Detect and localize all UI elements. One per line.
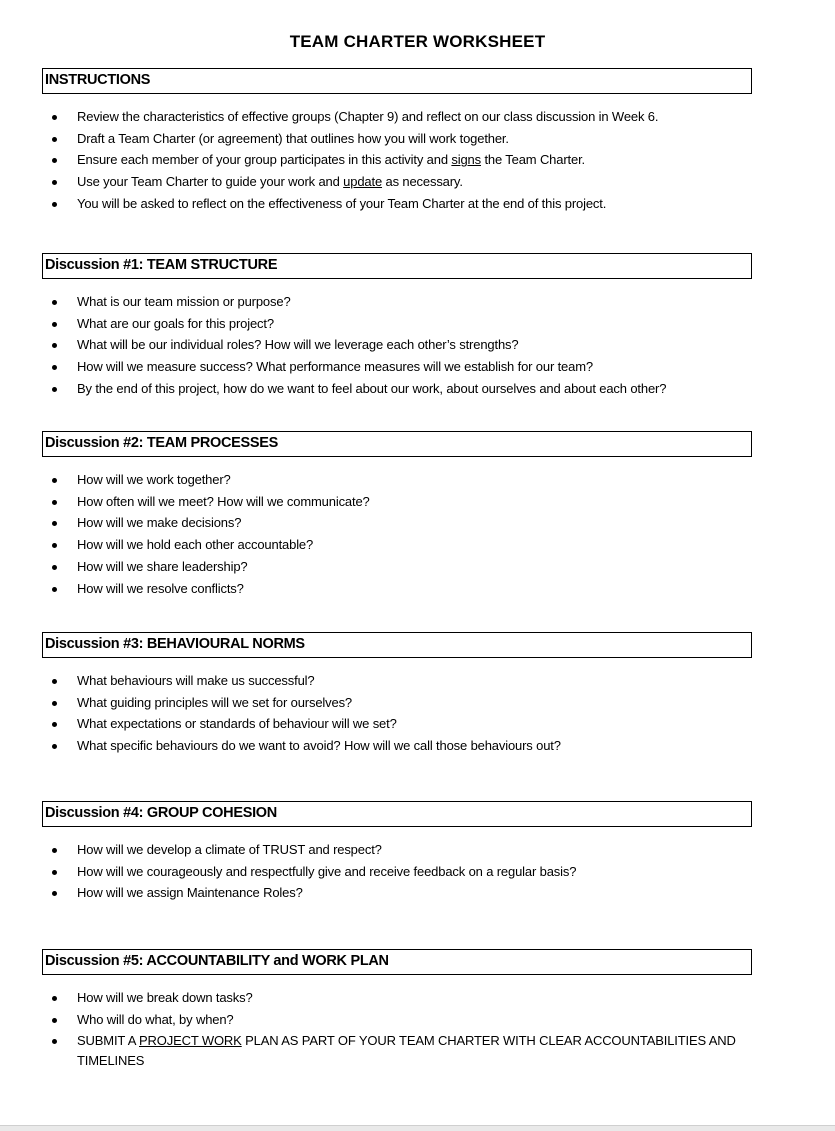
list-item: How will we measure success? What performance measures will we establish for our team?	[42, 356, 794, 378]
discussion-4-list	[42, 839, 794, 904]
list-item: How will we assign Maintenance Roles?	[42, 882, 794, 904]
underlined-project-work: PROJECT WORK	[139, 1033, 242, 1049]
discussion-3-list	[42, 670, 794, 757]
list-item: What are our goals for this project?	[42, 313, 794, 335]
list-item: What guiding principles will we set for ourselves?	[42, 692, 794, 714]
list-item: What will be our individual roles? How will we leverage each other’s strengths?	[42, 334, 794, 356]
list-item: How will we break down tasks?	[42, 987, 794, 1009]
list-item: Who will do what, by when?	[42, 1009, 794, 1031]
list-item: Draft a Team Charter (or agreement) that outlines how you will work together.	[42, 128, 794, 150]
list-item: How will we make decisions?	[42, 512, 794, 534]
list-item: How will we work together?	[42, 469, 794, 491]
discussion-4-heading: Discussion #4: GROUP COHESION	[42, 801, 752, 827]
list-item: How will we hold each other accountable?	[42, 534, 794, 556]
list-item: How often will we meet? How will we communicate?	[42, 491, 794, 513]
list-item: How will we share leadership?	[42, 556, 794, 578]
page-title: TEAM CHARTER WORKSHEET	[289, 32, 546, 51]
discussion-2-section	[42, 431, 794, 599]
submit-plan-item: SUBMIT A PROJECT WORK PLAN AS PART OF YOUR TEAM CHARTER WITH CLEAR ACCOUNTABILITIES AND TIMELINES	[42, 1030, 794, 1071]
instructions-heading: INSTRUCTIONS	[42, 68, 752, 94]
list-item: What specific behaviours do we want to avoid? How will we call those behaviours out?	[42, 735, 794, 757]
list-item: Review the characteristics of effective groups (Chapter 9) and reflect on our class discussion in Week 6.	[42, 106, 794, 128]
discussion-2-heading: Discussion #2: TEAM PROCESSES	[42, 431, 752, 457]
underlined-signs: signs	[451, 152, 481, 168]
page-bottom-edge	[0, 1125, 835, 1131]
list-item: What expectations or standards of behaviour will we set?	[42, 713, 794, 735]
list-item: What is our team mission or purpose?	[42, 291, 794, 313]
list-item: Ensure each member of your group participates in this activity and signs the Team Charter.	[42, 149, 794, 171]
list-item: How will we develop a climate of TRUST and respect?	[42, 839, 794, 861]
instructions-list	[42, 106, 794, 215]
list-item: How will we resolve conflicts?	[42, 578, 794, 600]
discussion-5-heading: Discussion #5: ACCOUNTABILITY and WORK PLAN	[42, 949, 752, 975]
list-item: How will we courageously and respectfully give and receive feedback on a regular basis?	[42, 861, 794, 883]
discussion-2-list	[42, 469, 794, 599]
discussion-3-heading: Discussion #3: BEHAVIOURAL NORMS	[42, 632, 752, 658]
discussion-1-heading: Discussion #1: TEAM STRUCTURE	[42, 253, 752, 279]
list-item: What behaviours will make us successful?	[42, 670, 794, 692]
discussion-3-section	[42, 632, 794, 757]
discussion-5-section	[42, 949, 794, 1071]
underlined-update: update	[343, 174, 383, 190]
list-item: By the end of this project, how do we want to feel about our work, about ourselves and about each other?	[42, 378, 794, 400]
discussion-4-section	[42, 801, 794, 904]
list-item: Use your Team Charter to guide your work and update as necessary.	[42, 171, 794, 193]
discussion-5-list	[42, 987, 794, 1071]
instructions-section	[42, 68, 794, 215]
list-item: You will be asked to reflect on the effectiveness of your Team Charter at the end of this project.	[42, 193, 794, 215]
discussion-1-list	[42, 291, 794, 400]
discussion-1-section	[42, 253, 794, 400]
